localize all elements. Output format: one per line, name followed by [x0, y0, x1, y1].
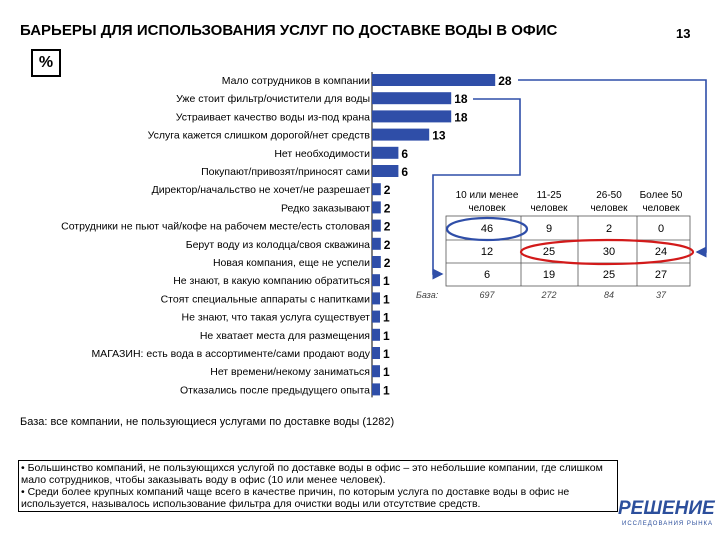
table-base-value: 272 — [541, 290, 557, 300]
bar-value-label: 18 — [454, 110, 468, 125]
bar — [372, 129, 429, 141]
bar — [372, 347, 380, 359]
bar-value-label: 13 — [432, 128, 446, 143]
bar-value-label: 2 — [383, 237, 391, 252]
table-base-value: 37 — [655, 290, 667, 300]
bar-category-label: Директор/начальство не хочет/не разрешает — [151, 184, 370, 197]
bar-value-label: 2 — [383, 219, 391, 234]
table-base-value: 84 — [603, 290, 615, 300]
table-column-header: человек — [468, 203, 506, 214]
unit-badge: % — [31, 49, 61, 77]
summary-point-1: • Большинство компаний, не пользующихся услугой по доставке воды в офис – это небольшие компании, где слишком мало сотрудников, чтобы заказывать воду в офис (10 или менее человек). — [21, 462, 603, 486]
bar-value-label: 2 — [383, 183, 391, 198]
bar-category-label: Берут воду из колодца/своя скважина — [185, 238, 370, 251]
table-column-header: человек — [590, 203, 628, 214]
bar-category-label: МАГАЗИН: есть вода в ассортименте/сами продают воду — [91, 348, 370, 360]
table-base-label: База: — [416, 290, 439, 300]
summary-box — [18, 460, 618, 512]
table-cell: 27 — [654, 269, 668, 281]
bar-value-label: 1 — [383, 383, 390, 398]
bar-category-label: Редко заказывают — [280, 202, 370, 215]
bar — [372, 220, 381, 232]
bar-value-label: 28 — [498, 74, 512, 88]
table-column-header: 11-25 — [536, 190, 562, 201]
bar — [372, 165, 398, 177]
bar — [372, 147, 398, 159]
table-cell: 19 — [542, 269, 556, 281]
bar-value-label: 2 — [383, 256, 391, 270]
bar — [372, 365, 380, 377]
bar — [372, 74, 495, 86]
table-column-header: человек — [530, 203, 568, 214]
table-base-value: 697 — [479, 290, 495, 300]
bar-value-label: 6 — [401, 146, 409, 161]
bar-category-label: Отказались после предыдущего опыта — [180, 384, 370, 397]
bar-category-label: Стоят специальные аппараты с напитками — [160, 293, 370, 306]
bar-category-label: Устраивает качество воды из-под крана — [175, 111, 370, 124]
bar-category-label: Новая компания, еще не успели — [212, 257, 370, 269]
bar-category-label: Мало сотрудников в компании — [221, 75, 370, 87]
bar-value-label: 6 — [401, 165, 409, 179]
bar-value-label: 1 — [383, 274, 390, 289]
table-cell: 6 — [483, 269, 491, 281]
table-cell: 25 — [542, 246, 556, 258]
table-cell: 25 — [602, 269, 616, 281]
bar — [372, 110, 451, 122]
bar-value-label: 1 — [383, 328, 390, 343]
bar-value-label: 1 — [383, 310, 390, 325]
logo-tagline: ИССЛЕДОВАНИЯ РЫНКА — [622, 521, 714, 527]
bar-value-label: 2 — [383, 201, 391, 216]
bar — [372, 201, 381, 213]
table-cell: 0 — [657, 223, 665, 235]
base-note: База: все компании, не пользующиеся услугами по доставке воды (1282) — [20, 416, 395, 428]
bar — [372, 329, 380, 341]
bar — [372, 311, 380, 323]
bar — [372, 92, 451, 104]
table-column-header: человек — [642, 203, 680, 214]
bar-category-label: Услуга кажется слишком дорогой/нет средств — [147, 129, 370, 142]
bar-category-label: Не знают, в какую компанию обратиться — [173, 275, 370, 288]
bar-value-label: 1 — [383, 347, 390, 361]
page-number: 13 — [676, 26, 691, 41]
table-cell: 24 — [654, 246, 668, 258]
table-cell: 46 — [480, 223, 494, 235]
bar — [372, 274, 380, 286]
bar-category-label: Нет необходимости — [274, 147, 370, 160]
bar-category-label: Не хватает места для размещения — [199, 329, 370, 342]
table-cell: 12 — [480, 246, 494, 258]
bar-category-label: Покупают/привозят/приносят сами — [201, 166, 370, 178]
bar — [372, 292, 380, 304]
bar-category-label: Уже стоит фильтр/очистители для воды — [176, 93, 370, 106]
table-cell: 2 — [605, 223, 613, 235]
bar — [372, 238, 381, 250]
table-column-header: 26-50 — [596, 190, 622, 201]
bar — [372, 256, 381, 268]
summary-point-2: • Среди более крупных компаний чаще всего в качестве причин, по которым услуга по доставке воды в офис не используется, называлось использование фильтра для очистки воды или отсутствие средств. — [21, 486, 570, 510]
bar-value-label: 18 — [454, 92, 468, 107]
bar-value-label: 1 — [383, 292, 390, 307]
table-column-header: 10 или менее — [455, 190, 519, 201]
bar-category-label: Нет времени/некому заниматься — [210, 366, 370, 379]
table-cell: 30 — [602, 246, 616, 258]
table-cell: 9 — [545, 223, 553, 235]
bar — [372, 383, 380, 395]
bar-category-label: Сотрудники не пьют чай/кофе на рабочем месте/есть столовая — [61, 220, 370, 233]
page-title: БАРЬЕРЫ ДЛЯ ИСПОЛЬЗОВАНИЯ УСЛУГ ПО ДОСТАВКЕ ВОДЫ В ОФИС — [20, 22, 558, 39]
bar — [372, 183, 381, 195]
bar-value-label: 1 — [383, 365, 390, 380]
logo: РЕШЕНИЕ — [618, 498, 715, 519]
table-column-header: Более 50 — [639, 190, 683, 201]
bar-category-label: Не знают, что такая услуга существует — [181, 311, 370, 324]
